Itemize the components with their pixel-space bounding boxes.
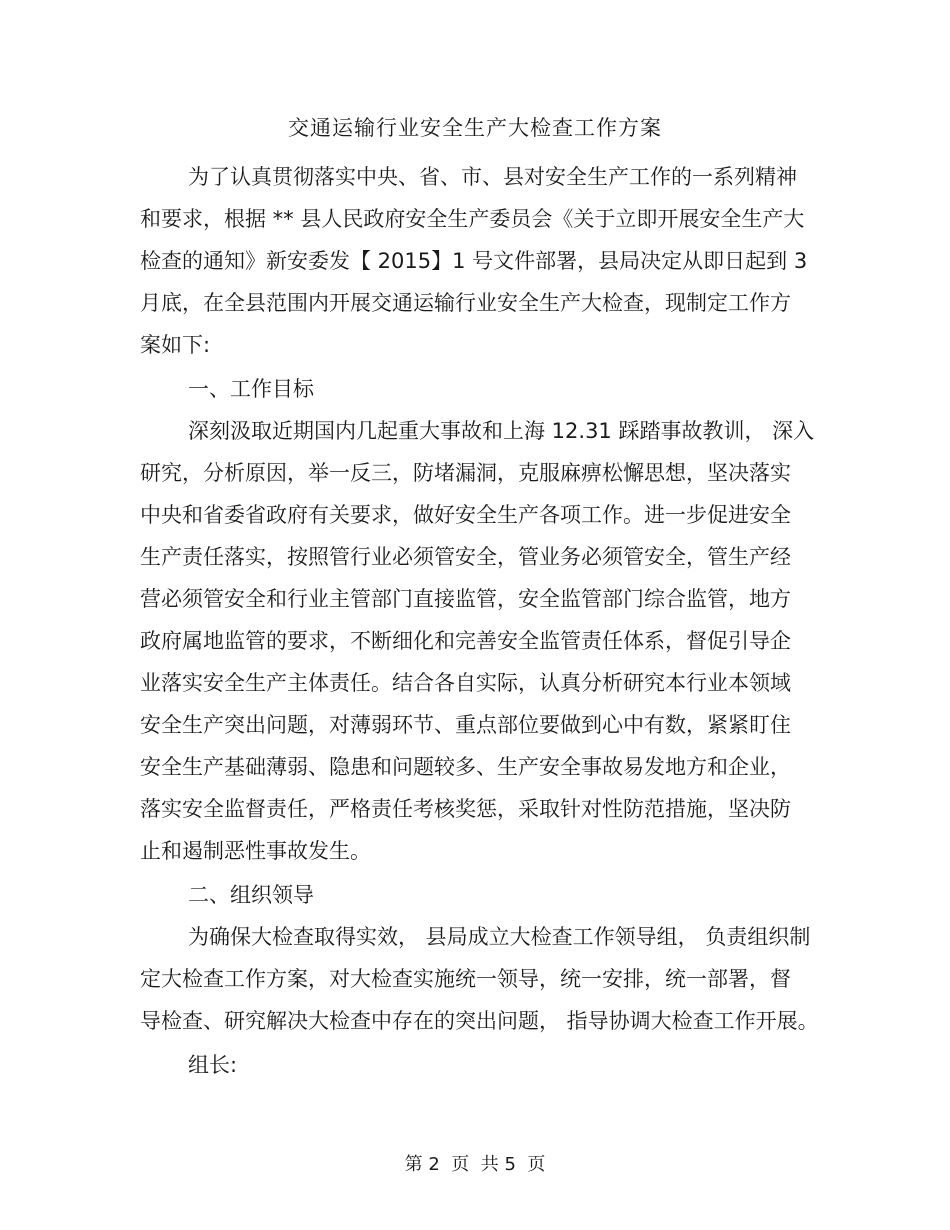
paragraph-line: 和要求，根据 ** 县人民政府安全生产委员会《关于立即开展安全生产大 bbox=[140, 207, 805, 231]
paragraph-line: 定大检查工作方案，对大检查实施统一领导，统一安排，统一部署，督 bbox=[140, 967, 791, 991]
document-title: 交通运输行业安全生产大检查工作方案 bbox=[288, 116, 662, 140]
page-footer: 第 2 页 共 5 页 bbox=[404, 1154, 546, 1175]
paragraph-line: 案如下: bbox=[140, 333, 211, 357]
paragraph-line: 生产责任落实，按照管行业必须管安全，管业务必须管安全，管生产经 bbox=[140, 545, 791, 569]
paragraph-line: 安全生产基础薄弱、隐患和问题较多、生产安全事故易发地方和企业， bbox=[140, 755, 791, 779]
paragraph-line: 营必须管安全和行业主管部门直接监管，安全监管部门综合监管，地方 bbox=[140, 587, 791, 611]
paragraph-line: 中央和省委省政府有关要求，做好安全生产各项工作。进一步促进安全 bbox=[140, 503, 791, 527]
paragraph-line: 月底，在全县范围内开展交通运输行业安全生产大检查，现制定工作方 bbox=[140, 291, 791, 315]
paragraph-line: 落实安全监督责任，严格责任考核奖惩，采取针对性防范措施，坚决防 bbox=[140, 797, 791, 821]
paragraph-line: 业落实安全生产主体责任。结合各自实际，认真分析研究本行业本领域 bbox=[140, 671, 791, 695]
section-heading: 二、组织领导 bbox=[188, 883, 314, 907]
paragraph-line: 组长: bbox=[188, 1053, 238, 1077]
paragraph-line: 止和遏制恶性事故发生。 bbox=[140, 839, 371, 863]
paragraph-line: 政府属地监管的要求，不断细化和完善安全监管责任体系，督促引导企 bbox=[140, 629, 791, 653]
paragraph-line: 研究，分析原因，举一反三，防堵漏洞，克服麻痹松懈思想，坚决落实 bbox=[140, 461, 791, 485]
paragraph-line: 导检查、研究解决大检查中存在的突出问题， 指导协调大检查工作开展。 bbox=[140, 1009, 819, 1033]
paragraph-line: 安全生产突出问题，对薄弱环节、重点部位要做到心中有数，紧紧盯住 bbox=[140, 713, 791, 737]
paragraph-line: 检查的通知》新安委发【 2015】1 号文件部署，县局决定从即日起到 3 bbox=[140, 249, 808, 273]
section-heading: 一、工作目标 bbox=[188, 377, 314, 401]
paragraph-line: 为了认真贯彻落实中央、省、市、县对安全生产工作的一系列精神 bbox=[188, 165, 797, 189]
paragraph-line: 为确保大检查取得实效， 县局成立大检查工作领导组， 负责组织制 bbox=[188, 925, 811, 949]
paragraph-line: 深刻汲取近期国内几起重大事故和上海 12.31 踩踏事故教训， 深入 bbox=[188, 419, 815, 443]
